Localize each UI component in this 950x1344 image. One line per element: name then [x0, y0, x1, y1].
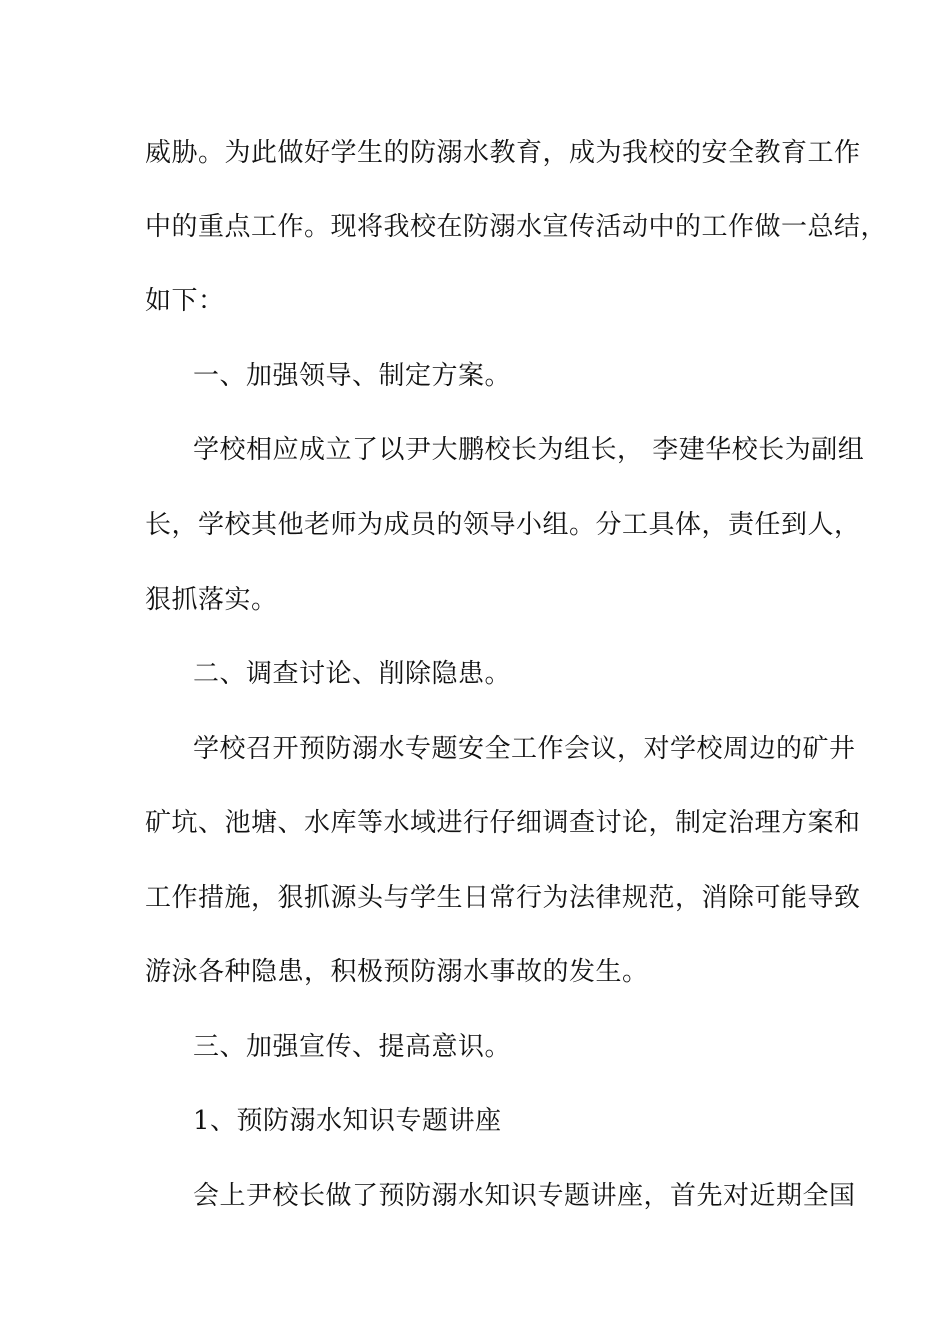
- section-heading: 一、加强领导、制定方案。: [193, 361, 512, 391]
- paragraph-line: 游泳各种隐患，积极预防溺水事故的发生。: [145, 957, 649, 987]
- paragraph-line: 学校召开预防溺水专题安全工作会议，对学校周边的矿井: [193, 734, 856, 764]
- subsection-heading: 1、预防溺水知识专题讲座: [193, 1106, 502, 1136]
- paragraph-line: 长，学校其他老师为成员的领导小组。分工具体，责任到人，: [145, 510, 861, 540]
- paragraph-line: 矿坑、池塘、水库等水域进行仔细调查讨论，制定治理方案和: [145, 808, 861, 838]
- section-heading: 二、调查讨论、削除隐患。: [193, 659, 512, 689]
- paragraph-line: 会上尹校长做了预防溺水知识专题讲座，首先对近期全国: [193, 1181, 856, 1211]
- section-heading: 三、加强宣传、提高意识。: [193, 1032, 512, 1062]
- paragraph-line: 中的重点工作。现将我校在防溺水宣传活动中的工作做一总结，: [145, 212, 888, 242]
- paragraph-line: 如下：: [145, 286, 225, 316]
- paragraph-line: 学校相应成立了以尹大鹏校长为组长， 李建华校长为副组: [193, 435, 865, 465]
- paragraph-line: 威胁。为此做好学生的防溺水教育，成为我校的安全教育工作: [145, 138, 861, 168]
- paragraph-line: 狠抓落实。: [145, 585, 278, 615]
- paragraph-line: 工作措施，狠抓源头与学生日常行为法律规范，消除可能导致: [145, 883, 861, 913]
